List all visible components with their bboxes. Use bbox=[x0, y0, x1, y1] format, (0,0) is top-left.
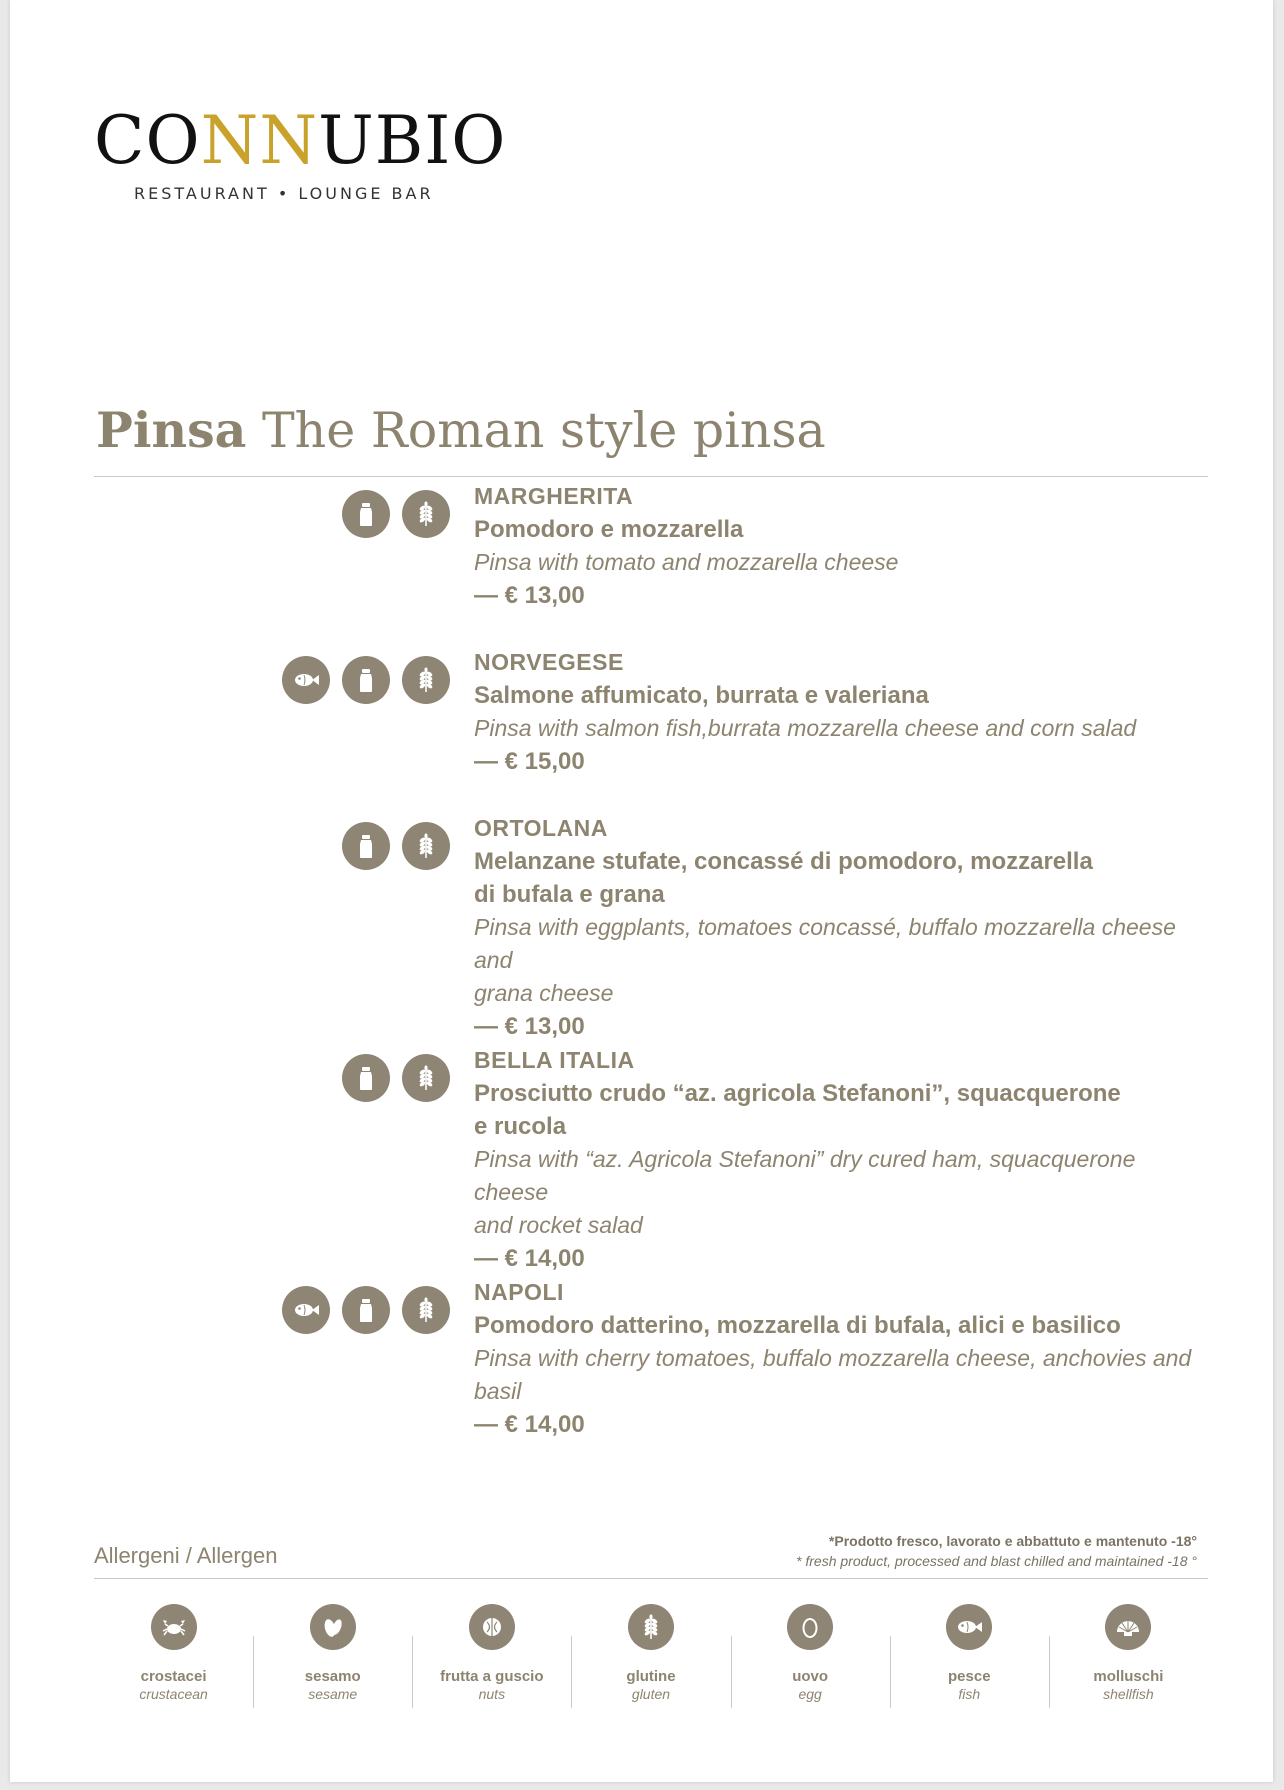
item-italian-description: Pomodoro datterino, mozzarella di bufala, alici e basilico bbox=[474, 1312, 1121, 1339]
item-english-description: Pinsa with tomato and mozzarella cheese bbox=[474, 549, 899, 575]
item-text bbox=[474, 1044, 1214, 1275]
allergen-label-en: fish bbox=[958, 1686, 981, 1702]
allergen-label-it: crostacei bbox=[140, 1668, 207, 1685]
section-title: Pinsa The Roman style pinsa bbox=[96, 401, 826, 459]
item-price: — € 13,00 bbox=[474, 582, 585, 609]
allergen-sesame bbox=[253, 1600, 412, 1710]
egg-icon bbox=[787, 1604, 833, 1650]
item-name: BELLA ITALIA bbox=[474, 1047, 635, 1073]
item-allergen-icons bbox=[342, 822, 450, 870]
item-name: MARGHERITA bbox=[474, 483, 634, 509]
wheat-icon bbox=[402, 1286, 450, 1334]
milk-bottle-icon bbox=[342, 656, 390, 704]
item-english-description: Pinsa with cherry tomatoes, buffalo mozzarella cheese, anchovies and bbox=[474, 1345, 1192, 1371]
wheat-icon bbox=[402, 490, 450, 538]
allergen-label-en: gluten bbox=[631, 1686, 671, 1702]
item-allergen-icons bbox=[342, 490, 450, 538]
item-english-description: and rocket salad bbox=[474, 1212, 643, 1238]
allergen-label-en: egg bbox=[798, 1686, 822, 1702]
milk-bottle-icon bbox=[342, 490, 390, 538]
item-text bbox=[474, 480, 1214, 612]
allergen-label-en: crustacean bbox=[139, 1686, 208, 1702]
item-italian-description: e rucola bbox=[474, 1113, 567, 1140]
item-italian-description: Prosciutto crudo “az. agricola Stefanoni”, squacquerone bbox=[474, 1080, 1121, 1107]
item-name: ORTOLANA bbox=[474, 815, 608, 841]
item-italian-description: di bufala e grana bbox=[474, 881, 665, 908]
allergen-label-it: sesamo bbox=[304, 1668, 361, 1685]
restaurant-logo bbox=[94, 104, 506, 203]
item-name: NAPOLI bbox=[474, 1279, 564, 1305]
item-text bbox=[474, 1276, 1214, 1441]
allergen-label-en: shellfish bbox=[1103, 1686, 1154, 1702]
allergen-label-en: nuts bbox=[478, 1686, 506, 1702]
allergen-label-it: frutta a guscio bbox=[440, 1668, 544, 1685]
item-english-description: basil bbox=[474, 1378, 522, 1404]
sesame-icon bbox=[310, 1604, 356, 1650]
item-english-description: Pinsa with “az. Agricola Stefanoni” dry cured ham, squacquerone cheese bbox=[474, 1146, 1136, 1205]
milk-bottle-icon bbox=[342, 1286, 390, 1334]
nut-icon bbox=[469, 1604, 515, 1650]
frozen-note-en: * fresh product, processed and blast chilled and maintained -18 ° bbox=[796, 1553, 1197, 1569]
item-text bbox=[474, 646, 1214, 778]
allergens-title: Allergeni / Allergen bbox=[94, 1543, 278, 1568]
allergens-divider bbox=[94, 1578, 1208, 1579]
item-english-description: Pinsa with eggplants, tomatoes concassé, buffalo mozzarella cheese and bbox=[474, 914, 1176, 973]
wheat-icon bbox=[402, 656, 450, 704]
frozen-note-it: *Prodotto fresco, lavorato e abbattuto e mantenuto -18° bbox=[828, 1533, 1197, 1549]
allergen-label-en: sesame bbox=[308, 1686, 358, 1702]
allergen-nuts bbox=[412, 1600, 571, 1710]
item-price: — € 14,00 bbox=[474, 1411, 585, 1438]
item-italian-description: Melanzane stufate, concassé di pomodoro, mozzarella bbox=[474, 848, 1093, 875]
item-italian-description: Pomodoro e mozzarella bbox=[474, 516, 744, 543]
item-english-description: Pinsa with salmon fish,burrata mozzarella cheese and corn salad bbox=[474, 715, 1137, 741]
item-allergen-icons bbox=[342, 1054, 450, 1102]
milk-bottle-icon bbox=[342, 822, 390, 870]
allergens-legend bbox=[94, 1600, 1208, 1710]
allergen-label-it: glutine bbox=[626, 1668, 676, 1685]
item-allergen-icons bbox=[282, 1286, 450, 1334]
allergen-label-it: molluschi bbox=[1093, 1668, 1164, 1685]
wheat-icon bbox=[402, 822, 450, 870]
wheat-icon bbox=[402, 1054, 450, 1102]
crab-icon bbox=[151, 1604, 197, 1650]
allergen-crustacean bbox=[94, 1600, 253, 1710]
allergen-label-it: pesce bbox=[948, 1668, 991, 1685]
fish-icon bbox=[282, 656, 330, 704]
logo-wordmark: CONNUBIO bbox=[94, 102, 507, 179]
item-price: — € 13,00 bbox=[474, 1013, 585, 1040]
title-divider bbox=[94, 476, 1208, 477]
logo-subtitle: RESTAURANT • LOUNGE BAR bbox=[134, 184, 434, 203]
allergen-label-it: uovo bbox=[792, 1668, 829, 1685]
fish-icon bbox=[282, 1286, 330, 1334]
allergen-gluten bbox=[571, 1600, 730, 1710]
shell-icon bbox=[1105, 1604, 1151, 1650]
allergen-fish bbox=[890, 1600, 1049, 1710]
item-italian-description: Salmone affumicato, burrata e valeriana bbox=[474, 682, 929, 709]
item-name: NORVEGESE bbox=[474, 649, 624, 675]
item-allergen-icons bbox=[282, 656, 450, 704]
item-english-description: grana cheese bbox=[474, 980, 614, 1006]
allergen-shellfish bbox=[1049, 1600, 1208, 1710]
item-price: — € 15,00 bbox=[474, 748, 585, 775]
item-price: — € 14,00 bbox=[474, 1245, 585, 1272]
allergen-egg bbox=[731, 1600, 890, 1710]
fish-icon bbox=[946, 1604, 992, 1650]
item-text bbox=[474, 812, 1214, 1043]
wheat-icon bbox=[628, 1604, 674, 1650]
menu-page bbox=[10, 0, 1273, 1782]
milk-bottle-icon bbox=[342, 1054, 390, 1102]
